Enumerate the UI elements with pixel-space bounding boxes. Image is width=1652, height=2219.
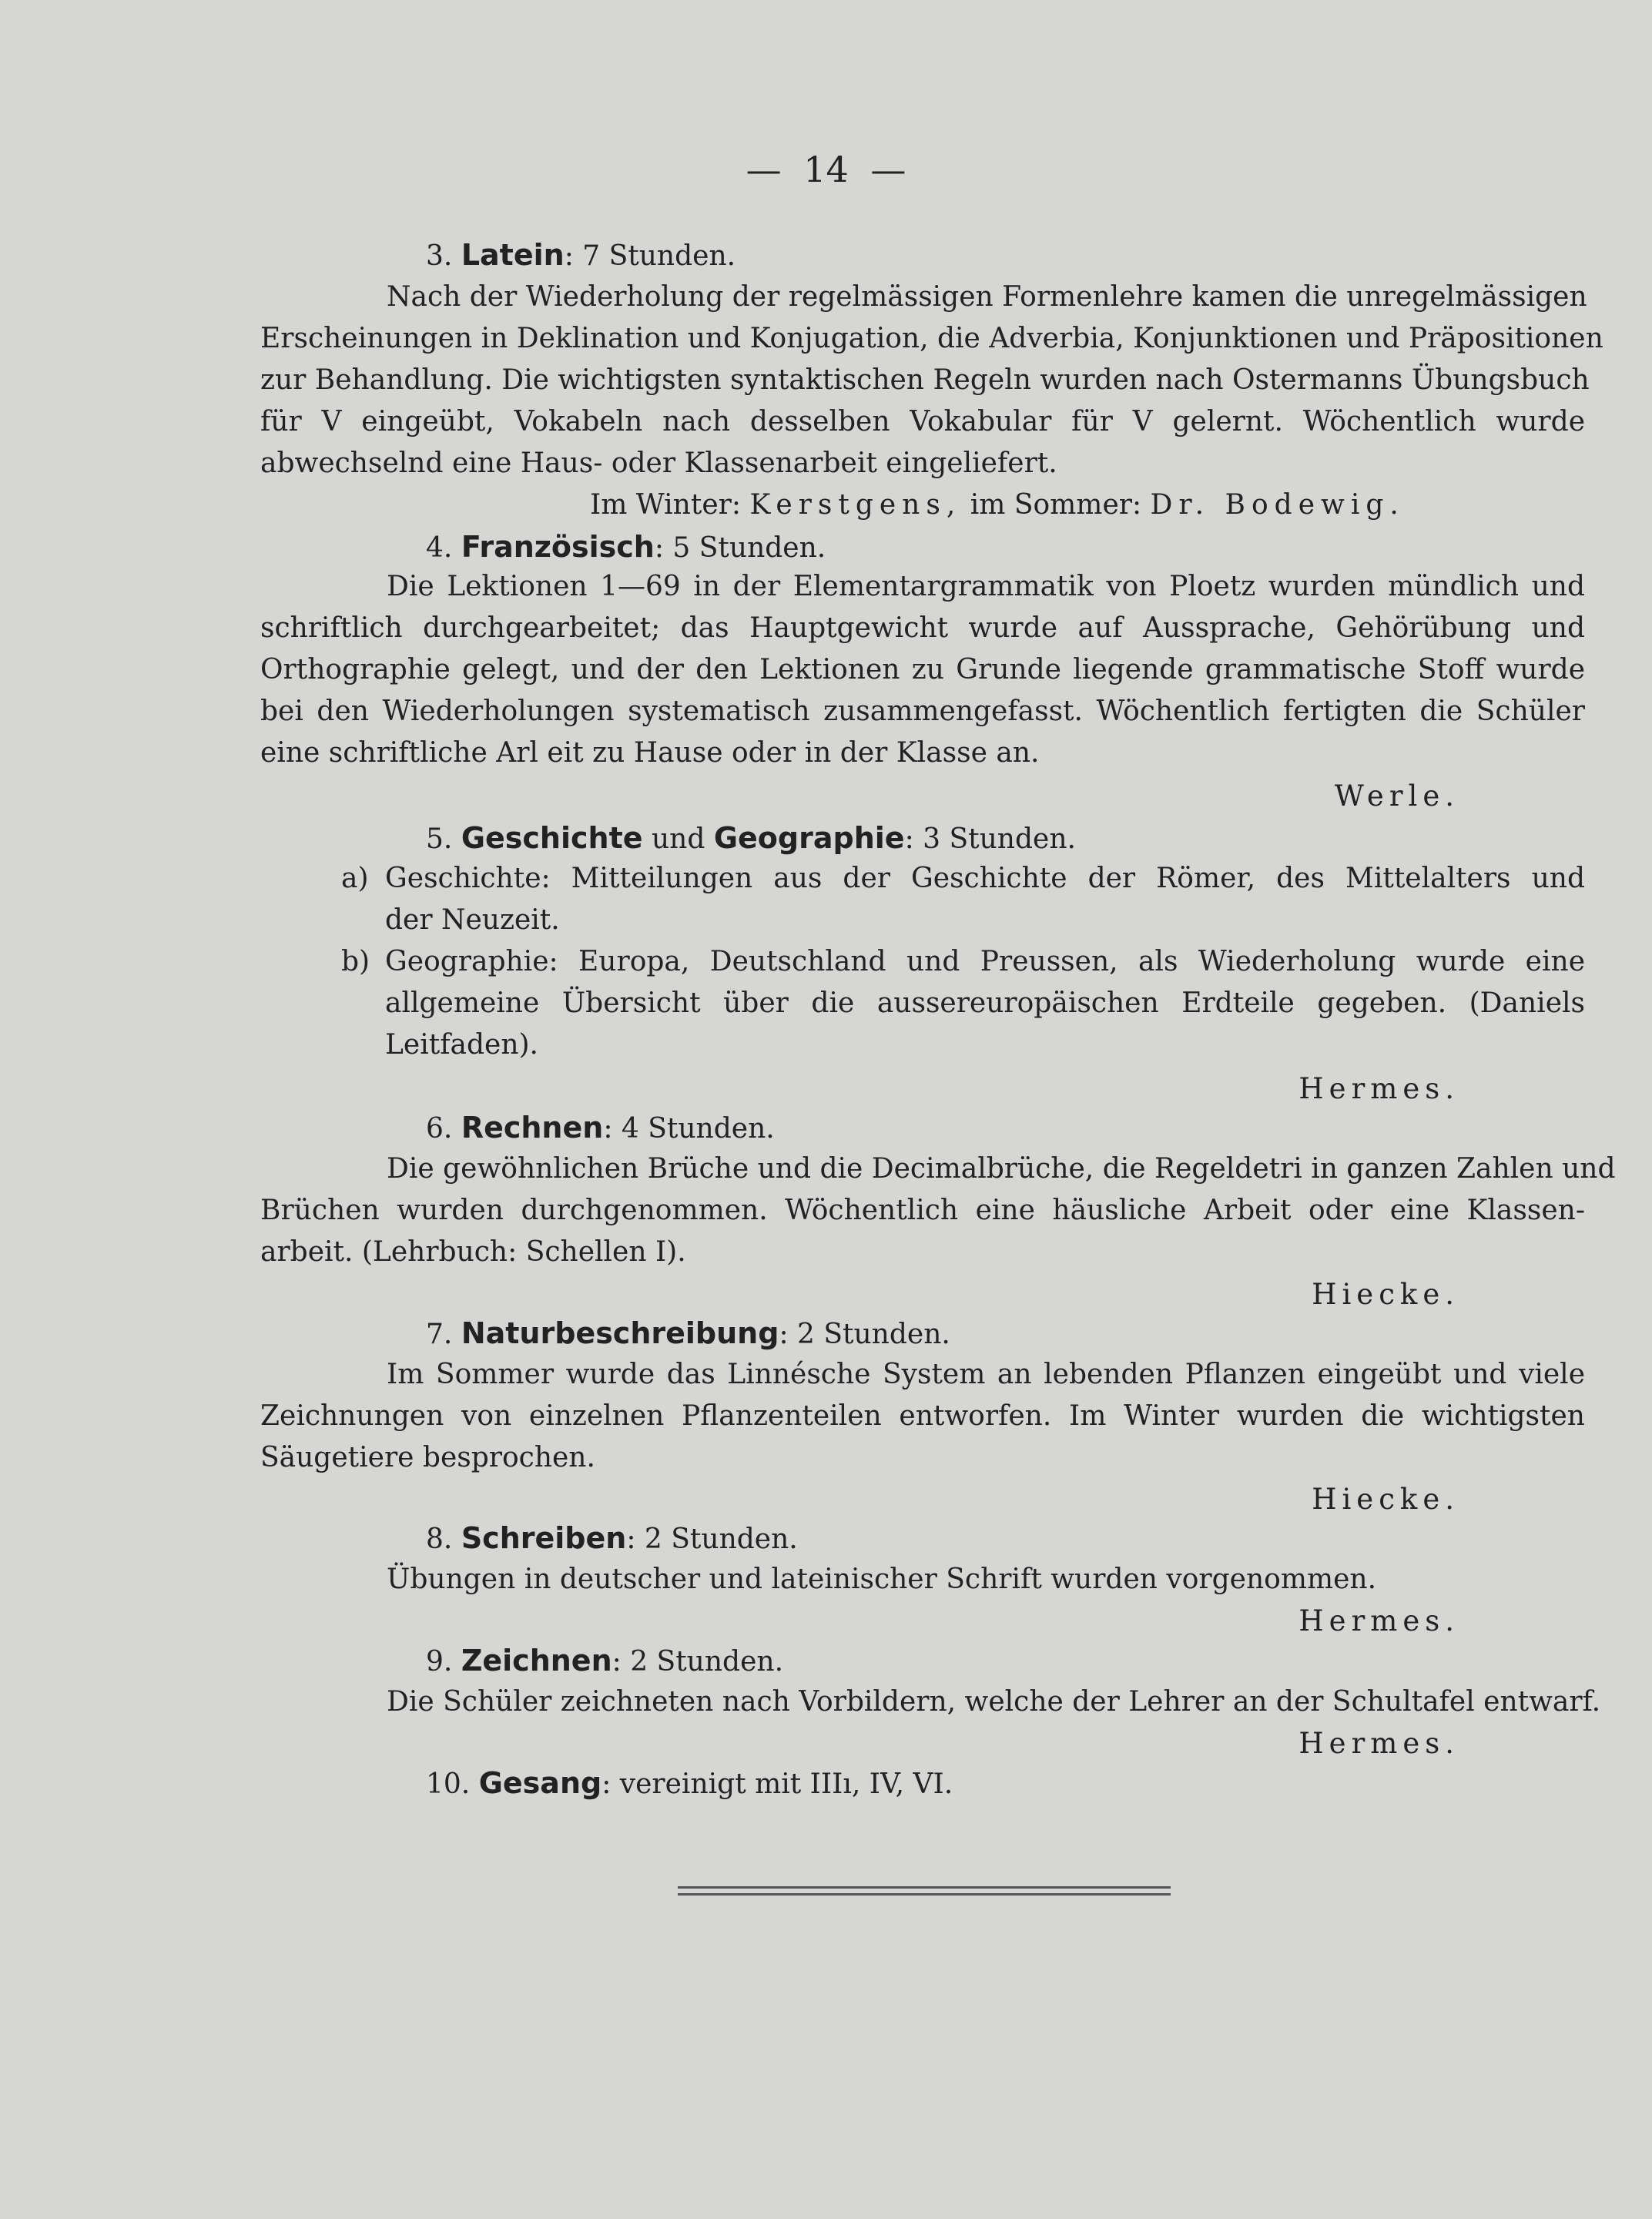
section-heading-naturbeschreibung [426,1316,950,1352]
section-hours: : 7 Stunden. [564,240,736,272]
paragraph-line: Die gewöhnlichen Brüche und die Decimalbrüche, die Regeldetri in ganzen Zahlen und [387,1153,1616,1185]
section-number: 3. [426,240,453,272]
paragraph-line: der Neuzeit. [385,904,560,936]
paragraph-line: Geographie: Europa, Deutschland und Preussen, als Wiederholung wurde eine [385,946,1585,977]
subject-name: Geographie [713,821,905,855]
section-heading-rechnen [426,1111,775,1146]
paragraph-line: eine schriftliche Arl eit zu Hause oder in der Klasse an. [260,737,1040,769]
section-heading-geschichte: 5. Geschichte und Geographie: 3 Stunden. [426,821,1076,855]
paragraph-line: zur Behandlung. Die wichtigsten syntaktischen Regeln wurden nach Ostermanns Übungsbuch [260,364,1590,396]
page-number: — 14 — [746,149,906,190]
paragraph-line: Die Schüler zeichneten nach Vorbildern, welche der Lehrer an der Schultafel entwarf. [387,1686,1601,1718]
section-hours: : 5 Stunden. [654,532,826,564]
paragraph-line: für V eingeübt, Vokabeln nach desselben Vokabular für V gelernt. Wöchentlich wurde [260,406,1585,437]
teacher-signature: Hermes. [1298,1072,1459,1105]
section-hours: : 2 Stunden. [612,1646,784,1678]
paragraph-line: Orthographie gelegt, und der den Lektionen zu Grunde liegende grammatische Stoff wurde [260,654,1585,685]
paragraph-line: Zeichnungen von einzelnen Pflanzenteilen entworfen. Im Winter wurden die wichtigsten [260,1400,1585,1432]
subject-name: Zeichnen [461,1644,612,1678]
paragraph-line: Säugetiere besprochen. [260,1442,595,1473]
subject-name: Latein [461,238,565,272]
paragraph-line: abwechselnd eine Haus- oder Klassenarbeit eingeliefert. [260,447,1057,479]
paragraph-line: Brüchen wurden durchgenommen. Wöchentlich eine häusliche Arbeit oder eine Klassen- [260,1195,1585,1226]
teacher-signature: Hiecke. [1312,1278,1459,1311]
section-hours: : vereinigt mit IIIı, IV, VI. [601,1768,953,1800]
paragraph-line: bei den Wiederholungen systematisch zusammengefasst. Wöchentlich fertigten die Schüler [260,696,1585,727]
paragraph-line: arbeit. (Lehrbuch: Schellen I). [260,1236,686,1268]
section-heading-latein [426,238,736,273]
teacher-name: Kerstgens, [749,489,962,521]
teacher-signature: Im Winter: Kerstgens, im Sommer: Dr. Bodewig. [590,489,1405,521]
teacher-signature: Hiecke. [1312,1483,1459,1516]
paragraph-line: allgemeine Übersicht über die aussereuropäischen Erdteile gegeben. (Daniels [385,987,1585,1019]
paragraph-line: Leitfaden). [385,1029,539,1061]
subject-name: Gesang [478,1766,602,1800]
section-number: 5. [426,823,453,855]
paragraph-line: Übungen in deutscher und lateinischer Schrift wurden vorgenommen. [387,1564,1377,1595]
paragraph-line: Geschichte: Mitteilungen aus der Geschichte der Römer, des Mittelalters und [385,863,1585,894]
paragraph-line: schriftlich durchgearbeitet; das Hauptgewicht wurde auf Aussprache, Gehörübung und [260,612,1585,644]
section-hours: : 4 Stunden. [603,1113,775,1145]
paragraph-line: Nach der Wiederholung der regelmässigen Formenlehre kamen die unregelmässigen [387,281,1587,313]
list-label: b) [341,946,370,977]
section-number: 10. [426,1768,471,1800]
section-number: 9. [426,1646,453,1678]
teacher-signature: Hermes. [1298,1604,1459,1637]
section-number: 8. [426,1523,453,1555]
teacher-signature: Hermes. [1298,1727,1459,1760]
paragraph-line: Erscheinungen in Deklination und Konjugation, die Adverbia, Konjunktionen und Präpositionen [260,323,1603,354]
section-heading-franzoesisch [426,530,826,565]
section-hours: : 3 Stunden. [904,823,1076,855]
paragraph-line: Die Lektionen 1—69 in der Elementargrammatik von Ploetz wurden mündlich und [387,571,1585,602]
section-number: 4. [426,532,453,564]
teacher-name: Dr. Bodewig. [1150,489,1405,521]
subject-name: Geschichte [461,821,643,855]
closing-rule [678,1886,1171,1889]
section-number: 7. [426,1319,453,1350]
teacher-signature: Werle. [1334,779,1459,813]
list-label: a) [341,863,369,894]
paragraph-line: Im Sommer wurde das Linnésche System an lebenden Pflanzen eingeübt und viele [387,1359,1585,1390]
subject-name: Französisch [461,530,655,564]
section-heading-schreiben [426,1521,798,1557]
subject-name: Rechnen [461,1111,604,1145]
section-hours: : 2 Stunden. [779,1319,950,1350]
section-heading-zeichnen [426,1644,783,1679]
subject-name: Schreiben [461,1521,627,1555]
closing-rule [678,1893,1171,1896]
section-heading-gesang [426,1766,953,1802]
section-hours: : 2 Stunden. [626,1523,798,1555]
subject-name: Naturbeschreibung [461,1316,779,1350]
section-number: 6. [426,1113,453,1145]
